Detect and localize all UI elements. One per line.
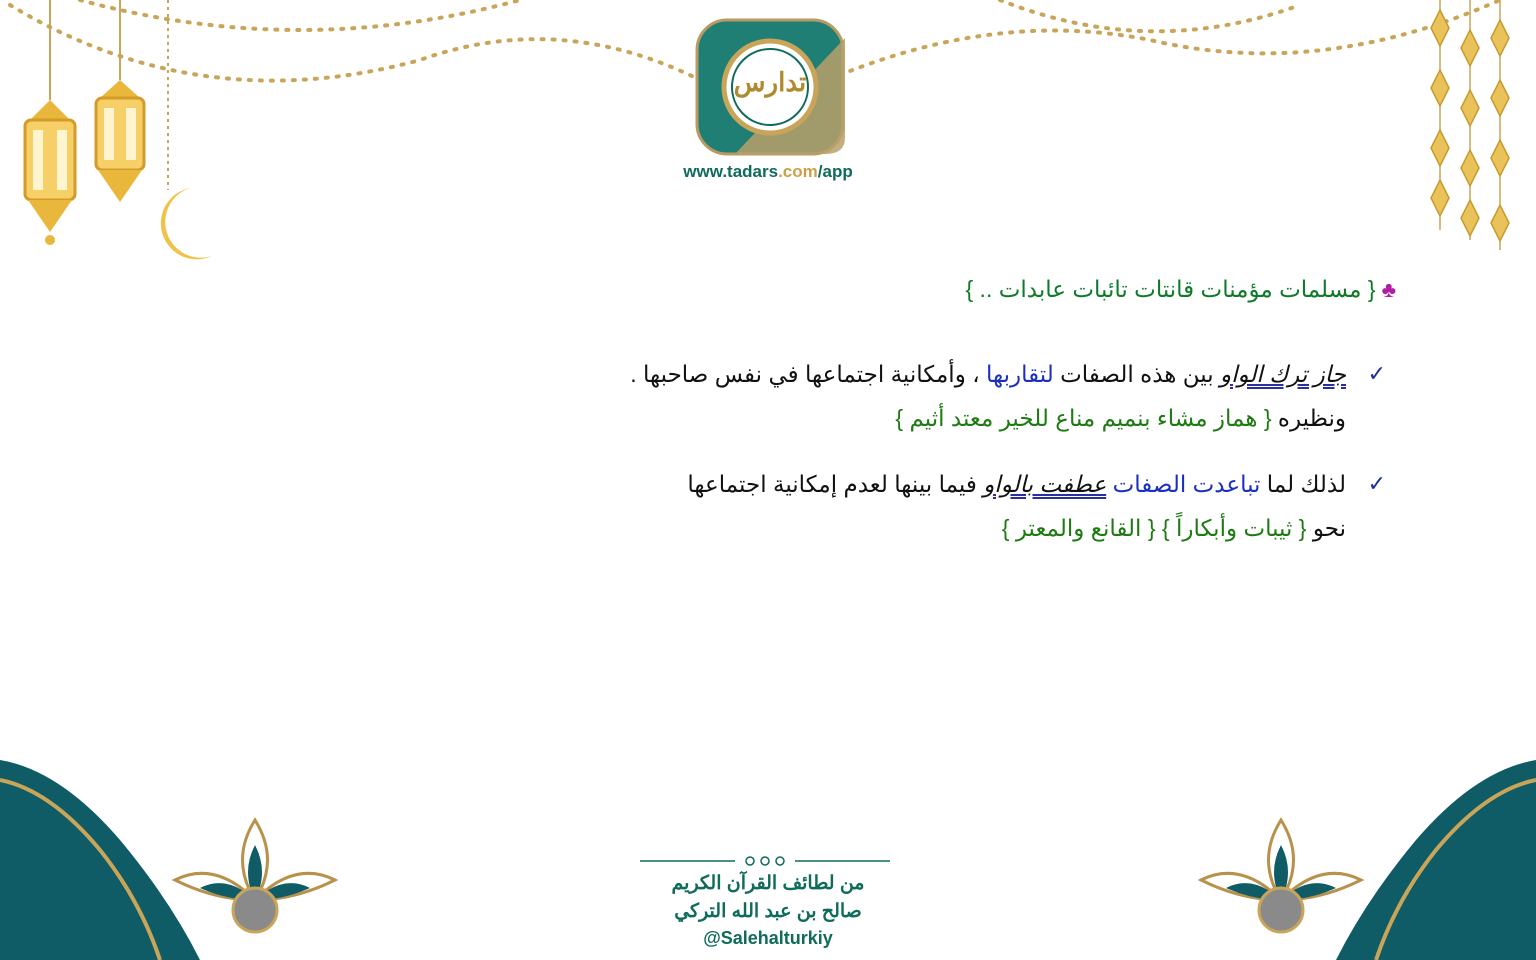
footer-title: من لطائف القرآن الكريم xyxy=(671,873,865,894)
hanging-ornaments-icon xyxy=(1431,0,1509,250)
bead-string-left-2 xyxy=(80,0,520,30)
bead-string-right xyxy=(840,0,1500,75)
underlined-phrase: عطفت بالواو xyxy=(983,471,1107,497)
lantern-icon xyxy=(96,0,144,202)
footer-divider-icon xyxy=(640,855,890,867)
app-logo xyxy=(695,18,845,156)
bullet-point-1 xyxy=(466,352,1386,440)
footer-handle[interactable]: @Salehalturkiy xyxy=(703,928,833,948)
logo-text: تدارس xyxy=(733,68,807,98)
bead-string-left xyxy=(10,5,700,81)
highlighted-phrase: لتقاربها xyxy=(986,361,1054,387)
bullet-point-2 xyxy=(546,462,1386,550)
floral-corner-left-icon xyxy=(0,740,340,960)
underlined-phrase: جاز ترك الواو xyxy=(1220,361,1346,387)
crescent-moon-icon xyxy=(161,0,212,259)
verse-heading-text: { مسلمات مؤمنات قانتات تائبات عابدات .. } xyxy=(965,276,1376,302)
bullet-2-line-2: نحو { ثيبات وأبكاراً } { القانع والمعتر } xyxy=(1001,515,1346,541)
club-suit-icon: ♣ xyxy=(1381,277,1396,302)
footer-author: صالح بن عبد الله التركي xyxy=(674,901,862,922)
bullet-1-line-1: جاز ترك الواو بين هذه الصفات لتقاربها ، وأمكانية اجتماعها في نفس صاحبها . xyxy=(630,361,1346,387)
verse-example: { هماز مشاء بنميم مناع للخير معتد أثيم } xyxy=(895,405,1272,431)
website-url[interactable]: www.tadars.com/app xyxy=(683,162,853,181)
bead-string-right-2 xyxy=(1000,0,1300,31)
checkmark-icon: ✓ xyxy=(1367,471,1386,496)
verse-heading xyxy=(965,276,1396,303)
bullet-2-line-1: لذلك لما تباعدت الصفات عطفت بالواو فيما بينها لعدم إمكانية اجتماعها xyxy=(687,471,1346,497)
highlighted-phrase: تباعدت الصفات xyxy=(1106,471,1261,497)
floral-corner-right-icon xyxy=(1196,740,1536,960)
checkmark-icon: ✓ xyxy=(1367,361,1386,386)
bullet-1-line-2: ونظيره { هماز مشاء بنميم مناع للخير معتد أثيم } xyxy=(895,405,1346,431)
verse-example: { ثيبات وأبكاراً } { القانع والمعتر } xyxy=(1001,515,1307,541)
